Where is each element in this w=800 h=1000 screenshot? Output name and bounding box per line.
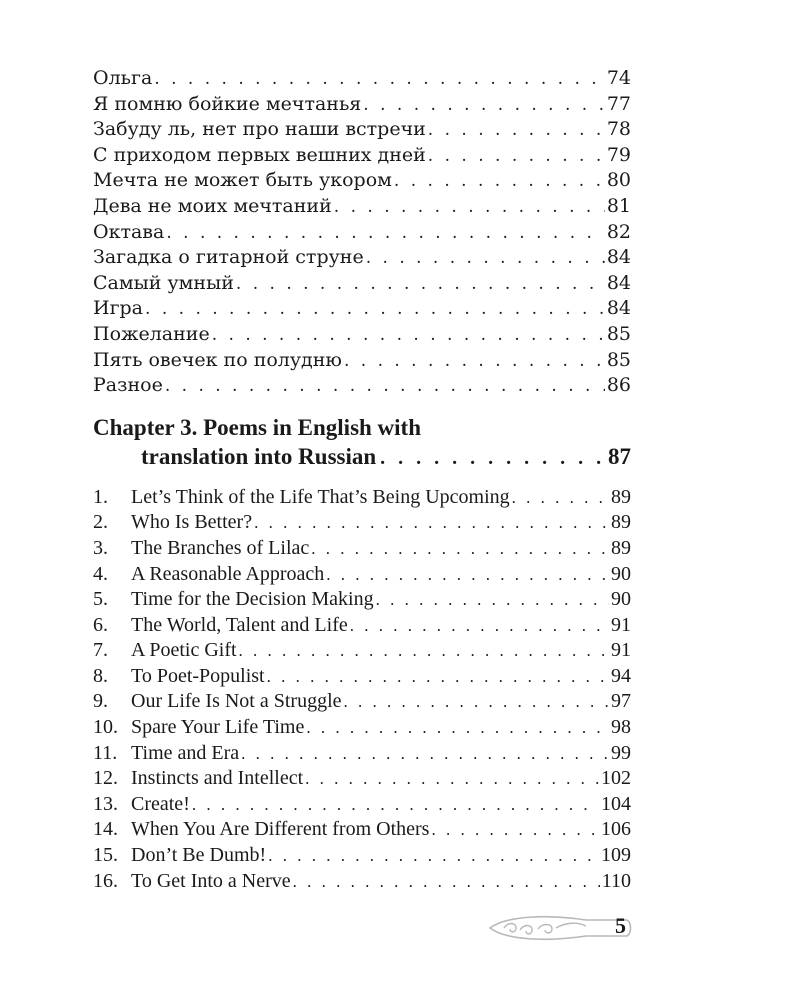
russian-poems-list bbox=[93, 66, 631, 399]
leader-dots bbox=[306, 715, 609, 741]
toc-entry bbox=[93, 510, 631, 536]
entry-number: 9. bbox=[93, 690, 108, 713]
leader-dots bbox=[366, 246, 605, 272]
entry-title: Самый умный bbox=[93, 271, 234, 294]
leader-dots bbox=[254, 510, 609, 536]
entry-title: Let’s Think of the Life That’s Being Upcoming bbox=[131, 485, 510, 508]
entry-page-number: 90 bbox=[611, 562, 631, 585]
entry-title: Our Life Is Not a Struggle bbox=[131, 690, 342, 713]
leader-dots bbox=[394, 169, 605, 195]
toc-entry bbox=[93, 536, 631, 562]
entry-page-number: 85 bbox=[606, 322, 631, 345]
entry-title: Забуду ль, нет про наши встречи bbox=[93, 118, 426, 141]
entry-title: Пожелание bbox=[93, 322, 210, 345]
entry-number: 7. bbox=[93, 639, 108, 662]
entry-page-number: 86 bbox=[606, 374, 631, 397]
entry-page-number: 89 bbox=[611, 536, 631, 559]
entry-number: 12. bbox=[93, 767, 118, 790]
toc-entry bbox=[93, 689, 631, 715]
entry-title: Instincts and Intellect bbox=[131, 767, 304, 790]
toc-entry bbox=[93, 638, 631, 664]
toc-entry bbox=[93, 348, 631, 374]
entry-title: Пять овечек по полудню bbox=[93, 348, 342, 371]
toc-entry bbox=[93, 817, 631, 843]
entry-title: The Branches of Lilac bbox=[131, 536, 310, 559]
leader-dots bbox=[376, 587, 609, 613]
leader-dots bbox=[165, 374, 605, 400]
entry-title: When You Are Different from Others bbox=[131, 818, 430, 841]
table-of-contents bbox=[93, 66, 631, 894]
toc-entry bbox=[93, 613, 631, 639]
entry-title: Мечта не может быть укором bbox=[93, 169, 392, 192]
leader-dots bbox=[145, 297, 605, 323]
leader-dots bbox=[431, 817, 599, 843]
chapter-title-line2-row bbox=[93, 442, 631, 473]
entry-title: Who Is Better? bbox=[131, 511, 253, 534]
toc-entry bbox=[93, 792, 631, 818]
entry-page-number: 89 bbox=[611, 511, 631, 534]
toc-entry bbox=[93, 373, 631, 399]
chapter-title-line2: translation into Russian bbox=[141, 443, 377, 469]
leader-dots bbox=[512, 485, 609, 511]
toc-entry bbox=[93, 485, 631, 511]
toc-entry bbox=[93, 271, 631, 297]
leader-dots bbox=[344, 349, 605, 375]
leader-dots bbox=[268, 843, 599, 869]
entry-number: 13. bbox=[93, 792, 118, 815]
entry-page-number: 94 bbox=[611, 664, 631, 687]
toc-entry bbox=[93, 741, 631, 767]
toc-entry bbox=[93, 715, 631, 741]
page-footer bbox=[486, 910, 632, 946]
leader-dots bbox=[428, 118, 605, 144]
entry-number: 1. bbox=[93, 485, 108, 508]
entry-title: Я помню бойкие мечтанья bbox=[93, 92, 362, 115]
leader-dots bbox=[236, 272, 605, 298]
toc-entry bbox=[93, 143, 631, 169]
toc-entry bbox=[93, 168, 631, 194]
entry-page-number: 109 bbox=[601, 844, 631, 867]
entry-number: 11. bbox=[93, 741, 118, 764]
toc-entry bbox=[93, 664, 631, 690]
leader-dots bbox=[154, 67, 605, 93]
toc-entry bbox=[93, 843, 631, 869]
entry-number: 16. bbox=[93, 869, 118, 892]
toc-entry bbox=[93, 220, 631, 246]
entry-number: 5. bbox=[93, 588, 108, 611]
leader-dots bbox=[212, 323, 605, 349]
toc-entry bbox=[93, 117, 631, 143]
entry-page-number: 106 bbox=[601, 818, 631, 841]
leader-dots bbox=[326, 562, 609, 588]
entry-page-number: 84 bbox=[606, 271, 631, 294]
leader-dots bbox=[350, 613, 609, 639]
entry-title: Don’t Be Dumb! bbox=[131, 844, 267, 867]
leader-dots bbox=[311, 536, 609, 562]
entry-title: Октава bbox=[93, 220, 165, 243]
leader-dots bbox=[241, 741, 609, 767]
flourish-ornament-icon bbox=[486, 910, 632, 946]
entry-page-number: 82 bbox=[606, 220, 631, 243]
entry-number: 8. bbox=[93, 664, 108, 687]
entry-page-number: 85 bbox=[606, 348, 631, 371]
leader-dots bbox=[305, 766, 599, 792]
entry-number: 4. bbox=[93, 562, 108, 585]
leader-dots bbox=[166, 221, 604, 247]
entry-page-number: 110 bbox=[601, 869, 631, 892]
entry-title: Time and Era bbox=[131, 741, 240, 764]
leader-dots bbox=[334, 195, 605, 221]
entry-page-number: 81 bbox=[606, 194, 631, 217]
entry-page-number: 91 bbox=[611, 613, 631, 636]
entry-title: Игра bbox=[93, 297, 144, 320]
entry-number: 6. bbox=[93, 613, 108, 636]
leader-dots bbox=[363, 93, 605, 119]
entry-number: 3. bbox=[93, 536, 108, 559]
toc-entry bbox=[93, 92, 631, 118]
toc-entry bbox=[93, 562, 631, 588]
chapter-page-number: 87 bbox=[608, 443, 631, 469]
leader-dots bbox=[293, 869, 600, 895]
entry-page-number: 78 bbox=[606, 118, 631, 141]
entry-page-number: 79 bbox=[606, 143, 631, 166]
entry-page-number: 104 bbox=[601, 792, 631, 815]
entry-number: 10. bbox=[93, 716, 118, 739]
toc-entry bbox=[93, 587, 631, 613]
entry-title: Spare Your Life Time bbox=[131, 716, 305, 739]
leader-dots bbox=[239, 638, 609, 664]
entry-number: 2. bbox=[93, 511, 108, 534]
entry-page-number: 98 bbox=[611, 716, 631, 739]
entry-page-number: 74 bbox=[606, 67, 631, 89]
toc-entry bbox=[93, 766, 631, 792]
entry-title: Create! bbox=[131, 792, 190, 815]
chapter-heading bbox=[93, 413, 631, 473]
entry-title: A Poetic Gift bbox=[131, 639, 237, 662]
entry-title: Дева не моих мечтаний bbox=[93, 194, 332, 217]
leader-dots bbox=[380, 444, 604, 473]
entry-title: Разное bbox=[93, 374, 163, 397]
toc-entry bbox=[93, 194, 631, 220]
chapter-title-line1: Chapter 3. Poems in English with bbox=[93, 414, 422, 440]
toc-entry bbox=[93, 869, 631, 895]
entry-title: Ольга bbox=[93, 67, 153, 89]
leader-dots bbox=[428, 144, 605, 170]
toc-entry bbox=[93, 245, 631, 271]
entry-page-number: 80 bbox=[606, 169, 631, 192]
entry-page-number: 97 bbox=[611, 690, 631, 713]
entry-page-number: 99 bbox=[611, 741, 631, 764]
entry-page-number: 89 bbox=[611, 485, 631, 508]
entry-title: С приходом первых вешних дней bbox=[93, 143, 426, 166]
toc-entry bbox=[93, 322, 631, 348]
toc-entry bbox=[93, 296, 631, 322]
entry-page-number: 91 bbox=[611, 639, 631, 662]
entry-page-number: 102 bbox=[601, 767, 631, 790]
entry-title: To Get Into a Nerve bbox=[131, 869, 291, 892]
entry-page-number: 84 bbox=[606, 246, 631, 269]
page-number: 5 bbox=[615, 913, 626, 938]
entry-page-number: 84 bbox=[606, 297, 631, 320]
leader-dots bbox=[267, 664, 609, 690]
leader-dots bbox=[344, 689, 609, 715]
entry-title: Загадка о гитарной струне bbox=[93, 246, 364, 269]
leader-dots bbox=[192, 792, 599, 818]
entry-number: 15. bbox=[93, 844, 118, 867]
entry-title: Time for the Decision Making bbox=[131, 588, 374, 611]
toc-entry bbox=[93, 66, 631, 92]
entry-number: 14. bbox=[93, 818, 118, 841]
entry-title: A Reasonable Approach bbox=[131, 562, 325, 585]
entry-page-number: 77 bbox=[606, 92, 631, 115]
entry-title: To Poet-Populist bbox=[131, 664, 265, 687]
entry-title: The World, Talent and Life bbox=[131, 613, 348, 636]
entry-page-number: 90 bbox=[611, 588, 631, 611]
english-poems-list bbox=[93, 485, 631, 895]
